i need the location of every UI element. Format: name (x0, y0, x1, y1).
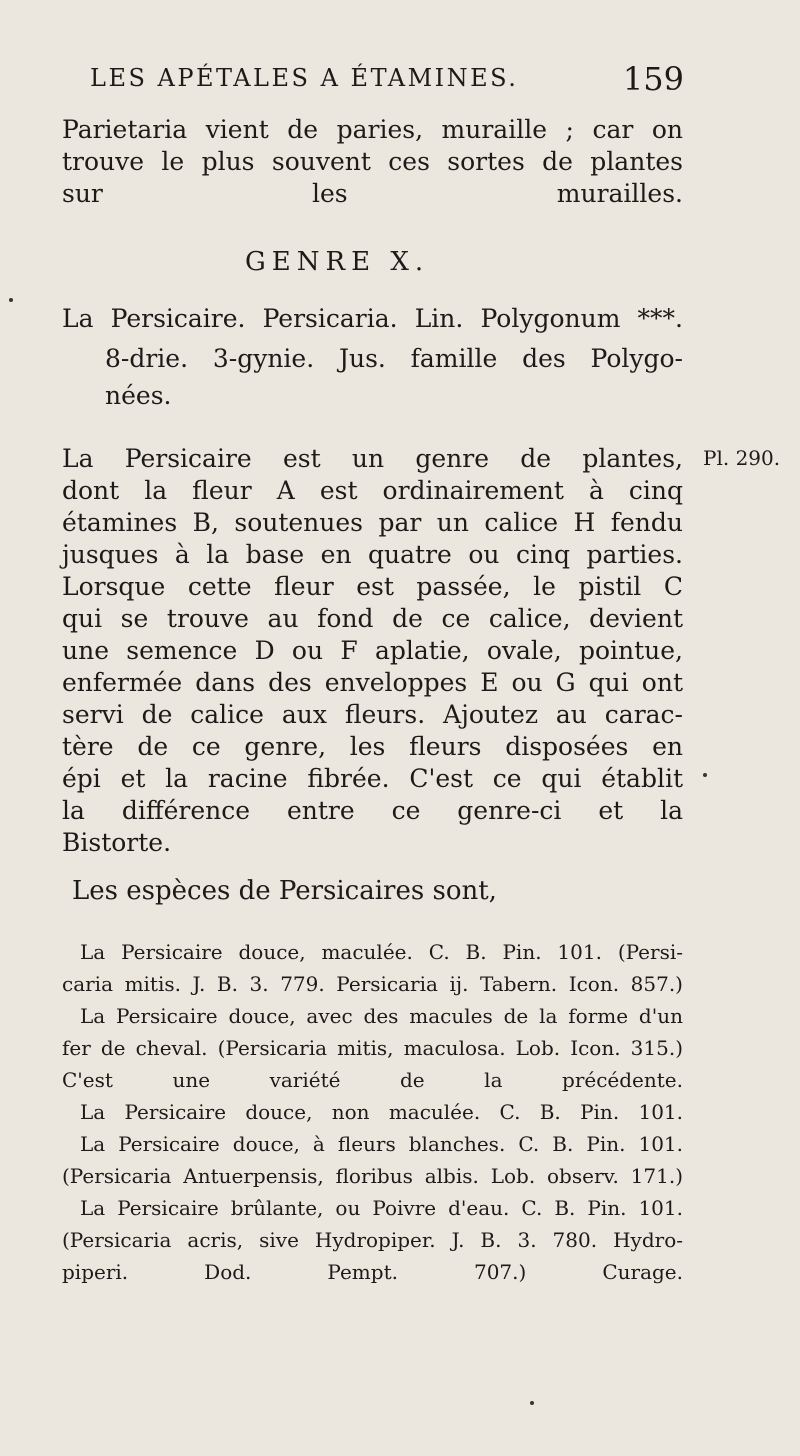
species-line: La Persicaire douce, à fleurs blanches. C. B. Pin. 101. (80, 1132, 683, 1156)
description-line: Bistorte. (62, 828, 172, 857)
genre-entry-line: La Persicaire. Persicaria. Lin. Polygonum ***. (62, 304, 683, 333)
description-line: jusques à la base en quatre ou cinq parties. (62, 540, 683, 569)
description-line: épi et la racine fibrée. C'est ce qui établit (62, 764, 683, 793)
species-line: La Persicaire douce, maculée. C. B. Pin. 101. (Persi- (80, 940, 683, 964)
genre-entry-line: nées. (105, 381, 172, 410)
description-line: tère de ce genre, les fleurs disposées en (62, 732, 683, 761)
species-line: (Persicaria acris, sive Hydropiper. J. B. 3. 780. Hydro- (62, 1228, 683, 1252)
running-head: LES APÉTALES A ÉTAMINES. (90, 64, 519, 92)
genre-heading: GENRE X. (245, 247, 430, 277)
page-number: 159 (622, 60, 684, 98)
species-line: fer de cheval. (Persicaria mitis, maculosa. Lob. Icon. 315.) (62, 1036, 683, 1060)
plate-reference: Pl. 290. (703, 446, 781, 470)
species-line: piperi. Dod. Pempt. 707.) Curage. (62, 1260, 683, 1284)
paper-speck (9, 298, 13, 302)
description-line: Lorsque cette fleur est passée, le pistil C (62, 572, 683, 601)
description-line: dont la fleur A est ordinairement à cinq (62, 476, 683, 505)
paper-speck (530, 1401, 534, 1405)
description-line: enfermée dans des enveloppes E ou G qui ont (62, 668, 683, 697)
description-line: une semence D ou F aplatie, ovale, pointue, (62, 636, 683, 665)
description-line: étamines B, soutenues par un calice H fendu (62, 508, 683, 537)
description-line: La Persicaire est un genre de plantes, (62, 444, 683, 473)
species-line: caria mitis. J. B. 3. 779. Persicaria ij. Tabern. Icon. 857.) (62, 972, 683, 996)
description-line: la différence entre ce genre-ci et la (62, 796, 683, 825)
description-line: qui se trouve au fond de ce calice, devient (62, 604, 683, 633)
intro-line: trouve le plus souvent ces sortes de plantes (62, 147, 683, 176)
species-heading: Les espèces de Persicaires sont, (72, 876, 497, 906)
genre-entry-line: 8-drie. 3-gynie. Jus. famille des Polygo- (105, 344, 683, 373)
species-line: La Persicaire douce, non maculée. C. B. Pin. 101. (80, 1100, 683, 1124)
species-line: La Persicaire brûlante, ou Poivre d'eau. C. B. Pin. 101. (80, 1196, 683, 1220)
intro-line: Parietaria vient de paries, muraille ; car on (62, 115, 683, 144)
paper-speck (703, 773, 707, 777)
species-line: La Persicaire douce, avec des macules de la forme d'un (80, 1004, 683, 1028)
page-header (88, 60, 688, 106)
species-line: C'est une variété de la précédente. (62, 1068, 683, 1092)
description-line: servi de calice aux fleurs. Ajoutez au carac- (62, 700, 683, 729)
intro-line: sur les murailles. (62, 179, 683, 208)
species-line: (Persicaria Antuerpensis, floribus albis. Lob. observ. 171.) (62, 1164, 683, 1188)
